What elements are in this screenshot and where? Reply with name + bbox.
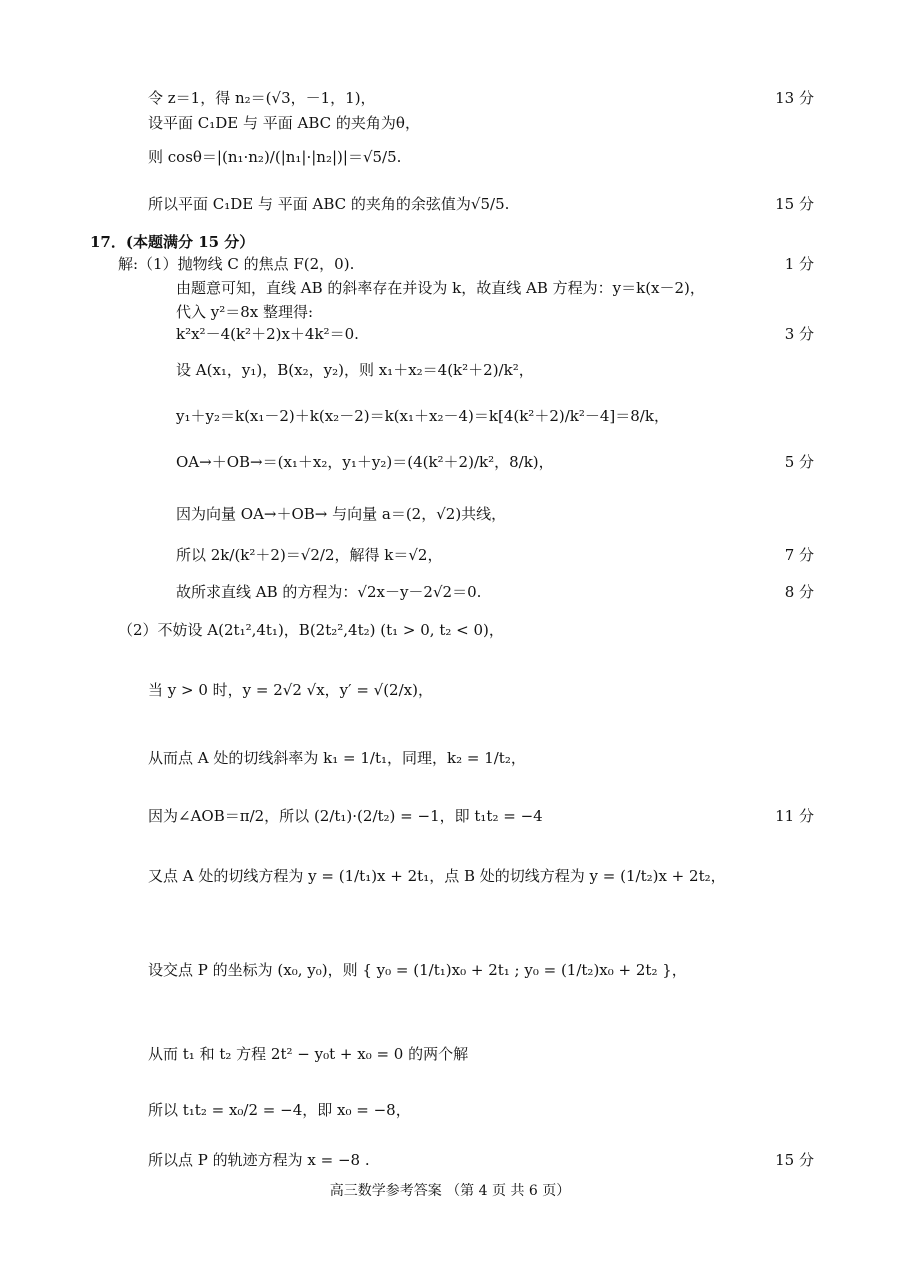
line-score: 13 分 <box>775 89 814 107</box>
line-text: 所以 2k/(k²＋2)＝√2/2，解得 k＝√2， <box>176 546 443 564</box>
question-heading: 17．(本题满分 15 分） <box>90 233 255 251</box>
line-23 <box>0 1096 900 1124</box>
line-text: 令 z＝1，得 n₂＝(√3，－1，1)， <box>148 89 376 107</box>
line-18 <box>0 744 900 772</box>
line-text: 所以点 P 的轨迹方程为 x = −8 . <box>148 1151 370 1169</box>
line-9 <box>0 320 900 348</box>
line-12 <box>0 448 900 476</box>
line-text: 设交点 P 的坐标为 (x₀, y₀)，则 { y₀ = (1/t₁)x₀ + 2t₁ ; y₀ = (1/t₂)x₀ + 2t₂ }， <box>148 961 687 979</box>
line-4 <box>0 190 900 218</box>
line-10 <box>0 356 900 384</box>
line-text: 由题意可知，直线 AB 的斜率存在并设为 k，故直线 AB 方程为：y＝k(x－2)， <box>176 279 705 297</box>
line-text: 设平面 C₁DE 与 平面 ABC 的夹角为θ， <box>148 114 420 132</box>
line-text: 解:（1）抛物线 C 的焦点 F(2，0). <box>118 255 355 273</box>
line-score: 5 分 <box>784 453 814 471</box>
line-score: 7 分 <box>784 546 814 564</box>
line-1 <box>0 84 900 112</box>
line-16 <box>0 616 900 644</box>
line-2 <box>0 109 900 137</box>
line-score: 15 分 <box>775 195 814 213</box>
line-text: 代入 y²＝8x 整理得: <box>176 303 314 321</box>
line-text: 则 cosθ＝|(n₁·n₂)/(|n₁|·|n₂|)|＝√5/5. <box>148 148 402 166</box>
line-score: 15 分 <box>775 1151 814 1169</box>
line-13 <box>0 500 900 528</box>
line-11 <box>0 402 900 430</box>
line-score: 1 分 <box>784 255 814 273</box>
line-text: 所以平面 C₁DE 与 平面 ABC 的夹角的余弦值为√5/5. <box>148 195 510 213</box>
line-text: 因为向量 OA→＋OB→ 与向量 a＝(2，√2)共线， <box>176 505 507 523</box>
line-text: y₁＋y₂＝k(x₁－2)＋k(x₂－2)＝k(x₁＋x₂－4)＝k[4(k²＋2)/k²－4]＝8/k， <box>176 407 669 425</box>
line-text: 故所求直线 AB 的方程为：√2x－y－2√2＝0. <box>176 583 482 601</box>
line-text: 又点 A 处的切线方程为 y = (1/t₁)x + 2t₁，点 B 处的切线方程为 y = (1/t₂)x + 2t₂， <box>148 867 726 885</box>
line-text: 因为∠AOB＝π/2，所以 (2/t₁)·(2/t₂) = −1，即 t₁t₂ = −4 <box>148 807 543 825</box>
line-3 <box>0 143 900 171</box>
line-score: 11 分 <box>775 807 814 825</box>
line-text: k²x²－4(k²＋2)x＋4k²＝0. <box>176 325 359 343</box>
line-19 <box>0 802 900 830</box>
line-14 <box>0 541 900 569</box>
line-15 <box>0 578 900 606</box>
line-score: 3 分 <box>784 325 814 343</box>
line-text: 所以 t₁t₂ = x₀/2 = −4，即 x₀ = −8， <box>148 1101 411 1119</box>
line-text: 设 A(x₁，y₁)，B(x₂，y₂)，则 x₁＋x₂＝4(k²＋2)/k²， <box>176 361 534 379</box>
line-17 <box>0 676 900 704</box>
line-text: （2）不妨设 A(2t₁²,4t₁)，B(2t₂²,4t₂) (t₁ > 0, t₂ < 0)， <box>118 621 504 639</box>
line-score: 8 分 <box>784 583 814 601</box>
line-text: 当 y > 0 时，y = 2√2 √x，y′ = √(2/x)， <box>148 681 433 699</box>
line-text: 从而点 A 处的切线斜率为 k₁ = 1/t₁，同理，k₂ = 1/t₂， <box>148 749 526 767</box>
line-24 <box>0 1146 900 1174</box>
line-21 <box>0 956 900 984</box>
line-22 <box>0 1040 900 1068</box>
line-text: OA→＋OB→＝(x₁＋x₂，y₁＋y₂)＝(4(k²＋2)/k²，8/k)， <box>176 453 554 471</box>
line-20 <box>0 862 900 890</box>
page-footer: 高三数学参考答案 （第 4 页 共 6 页） <box>329 1183 571 1199</box>
line-text: 从而 t₁ 和 t₂ 方程 2t² − y₀t + x₀ = 0 的两个解 <box>148 1045 469 1063</box>
